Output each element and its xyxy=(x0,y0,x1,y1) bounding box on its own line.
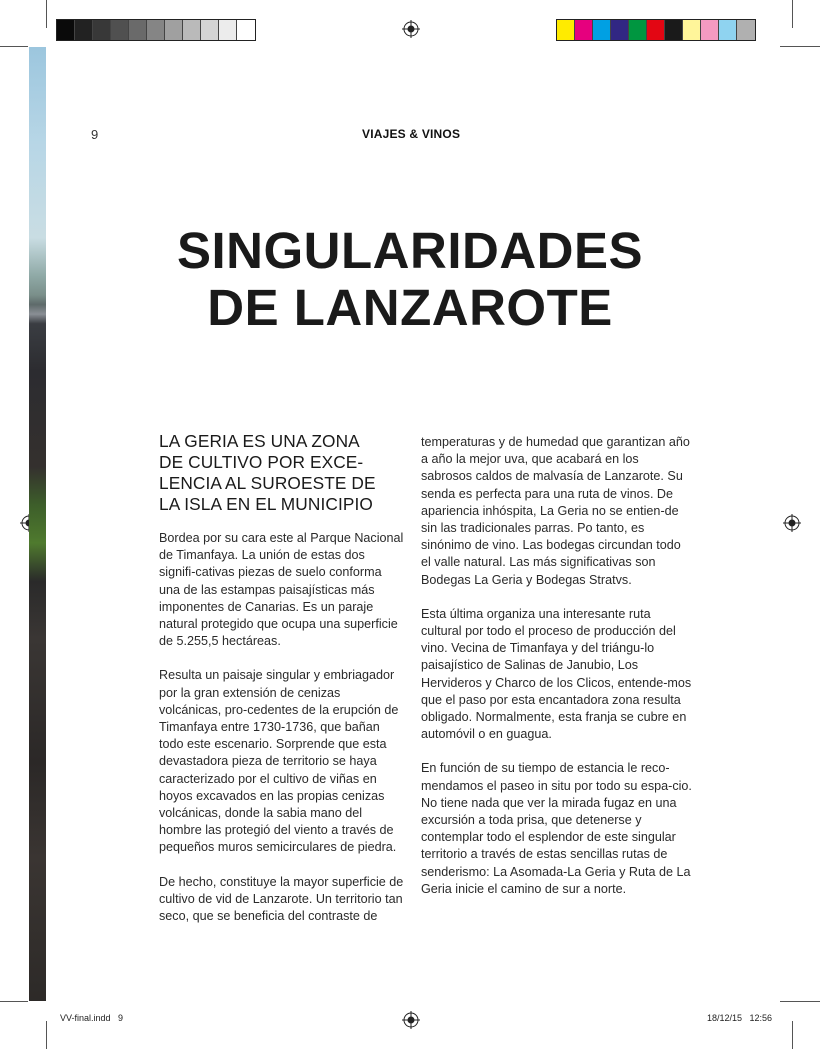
crop-mark-top-left-h xyxy=(0,46,28,47)
lead-line-3: LENCIA AL SUROESTE DE xyxy=(159,473,376,493)
lead-line-4: LA ISLA EN EL MUNICIPIO xyxy=(159,494,373,514)
body-column-1 xyxy=(159,530,404,942)
slug-file-info: VV-final.indd 9 xyxy=(60,1013,124,1023)
color-swatch xyxy=(111,20,129,40)
color-swatch xyxy=(593,20,611,40)
page-number: 9 xyxy=(91,127,99,142)
color-swatch xyxy=(147,20,165,40)
color-swatch xyxy=(737,20,755,40)
color-bar xyxy=(556,19,756,41)
color-swatch xyxy=(165,20,183,40)
body-paragraph: En función de su tiempo de estancia le reco-mendamos el paseo in situ por todo su espa-cio. No tiene nada que ver la mirada fugaz en una excursión a toda prisa, que detenerse y contemplar todo el esplendor de este singular territorio a través de estas sencillas rutas de senderismo: La Asomada-La Geria y Ruta de La Geria inicie el camino de sur a norte. xyxy=(421,761,692,896)
registration-mark-right-icon xyxy=(783,514,801,532)
body-paragraph: Resulta un paisaje singular y embriagador por la gran extensión de cenizas volcánicas, pro-cedentes de la erupción de Timanfaya entre 1730-1736, que bañan todo este escenario. Sorprende que esta devastadora pieza de territorio se haya caracterizado por el cultivo de viñas en hoyos excavados en las propias cenizas volcánicas, donde la sabia mano del hombre las protegió del viento a través de pequeños muros semicirculares de piedra. xyxy=(159,668,399,855)
crop-mark-top-right-v xyxy=(792,0,793,28)
crop-mark-top-right-h xyxy=(780,46,820,47)
article-title-line-2: DE LANZAROTE xyxy=(207,279,613,336)
body-column-2 xyxy=(421,434,693,915)
lead-line-1: LA GERIA ES UNA ZONA xyxy=(159,431,360,451)
body-paragraph: De hecho, constituye la mayor superficie de cultivo de vid de Lanzarote. Un territorio tan seco, que se beneficia del contraste de xyxy=(159,874,404,924)
color-swatch xyxy=(557,20,575,40)
color-swatch xyxy=(219,20,237,40)
lead-line-2: DE CULTIVO POR EXCE- xyxy=(159,452,364,472)
body-paragraph: temperaturas y de humedad que garantizan año a año la mejor uva, que acabará en los sabrosos caldos de malvasía de Lanzarote. Su senda es perfecta para una ruta de vinos. De apariencia inhóspita, La Geria no se entien-de sin las tradicionales parras. Po tanto, es sinónimo de vino. Las bodegas circundan todo el valle natural. Las más significativas son Bodegas La Geria y Bodegas Stratvs. xyxy=(421,435,690,587)
color-swatch xyxy=(183,20,201,40)
article-title xyxy=(0,222,820,336)
color-swatch xyxy=(57,20,75,40)
crop-mark-bottom-left-h xyxy=(0,1001,28,1002)
body-paragraph: Bordea por su cara este al Parque Nacional de Timanfaya. La unión de estas dos signifi-cativas piezas de suelo conforma una de las estampas paisajísticas más imponentes de Canarias. Es un paraje natural protegido que ocupa una superficie de 5.255,5 hectáreas. xyxy=(159,531,404,649)
color-swatch xyxy=(719,20,737,40)
section-title: VIAJES & VINOS xyxy=(362,127,461,141)
color-swatch xyxy=(129,20,147,40)
landscape-photo-strip xyxy=(29,47,46,1001)
color-swatch xyxy=(93,20,111,40)
color-swatch xyxy=(629,20,647,40)
color-swatch xyxy=(683,20,701,40)
crop-mark-bottom-right-h xyxy=(780,1001,820,1002)
color-swatch xyxy=(701,20,719,40)
grayscale-bar xyxy=(56,19,256,41)
color-swatch xyxy=(647,20,665,40)
color-swatch xyxy=(75,20,93,40)
registration-mark-bottom-icon xyxy=(402,1011,420,1029)
color-swatch xyxy=(575,20,593,40)
lead-paragraph xyxy=(159,431,399,515)
crop-mark-bottom-right-v xyxy=(792,1021,793,1049)
article-title-line-1: SINGULARIDADES xyxy=(176,222,644,279)
body-paragraph: Esta última organiza una interesante ruta cultural por todo el proceso de producción del vino. Vecina de Timanfaya y del triángu-lo paisajístico de Salinas de Janubio, Los Hervideros y Charco de los Clicos, entende-mos que el paso por esta encantadora zona resulta obligado. Normalmente, esta franja se cubre en automóvil o en guagua. xyxy=(421,606,692,742)
crop-mark-top-left-v xyxy=(46,0,47,28)
color-swatch xyxy=(201,20,219,40)
registration-mark-top-icon xyxy=(402,20,420,38)
color-swatch xyxy=(237,20,255,40)
crop-mark-bottom-left-v xyxy=(46,1021,47,1049)
slug-date-info: 18/12/15 12:56 xyxy=(707,1013,773,1023)
color-swatch xyxy=(665,20,683,40)
color-swatch xyxy=(611,20,629,40)
